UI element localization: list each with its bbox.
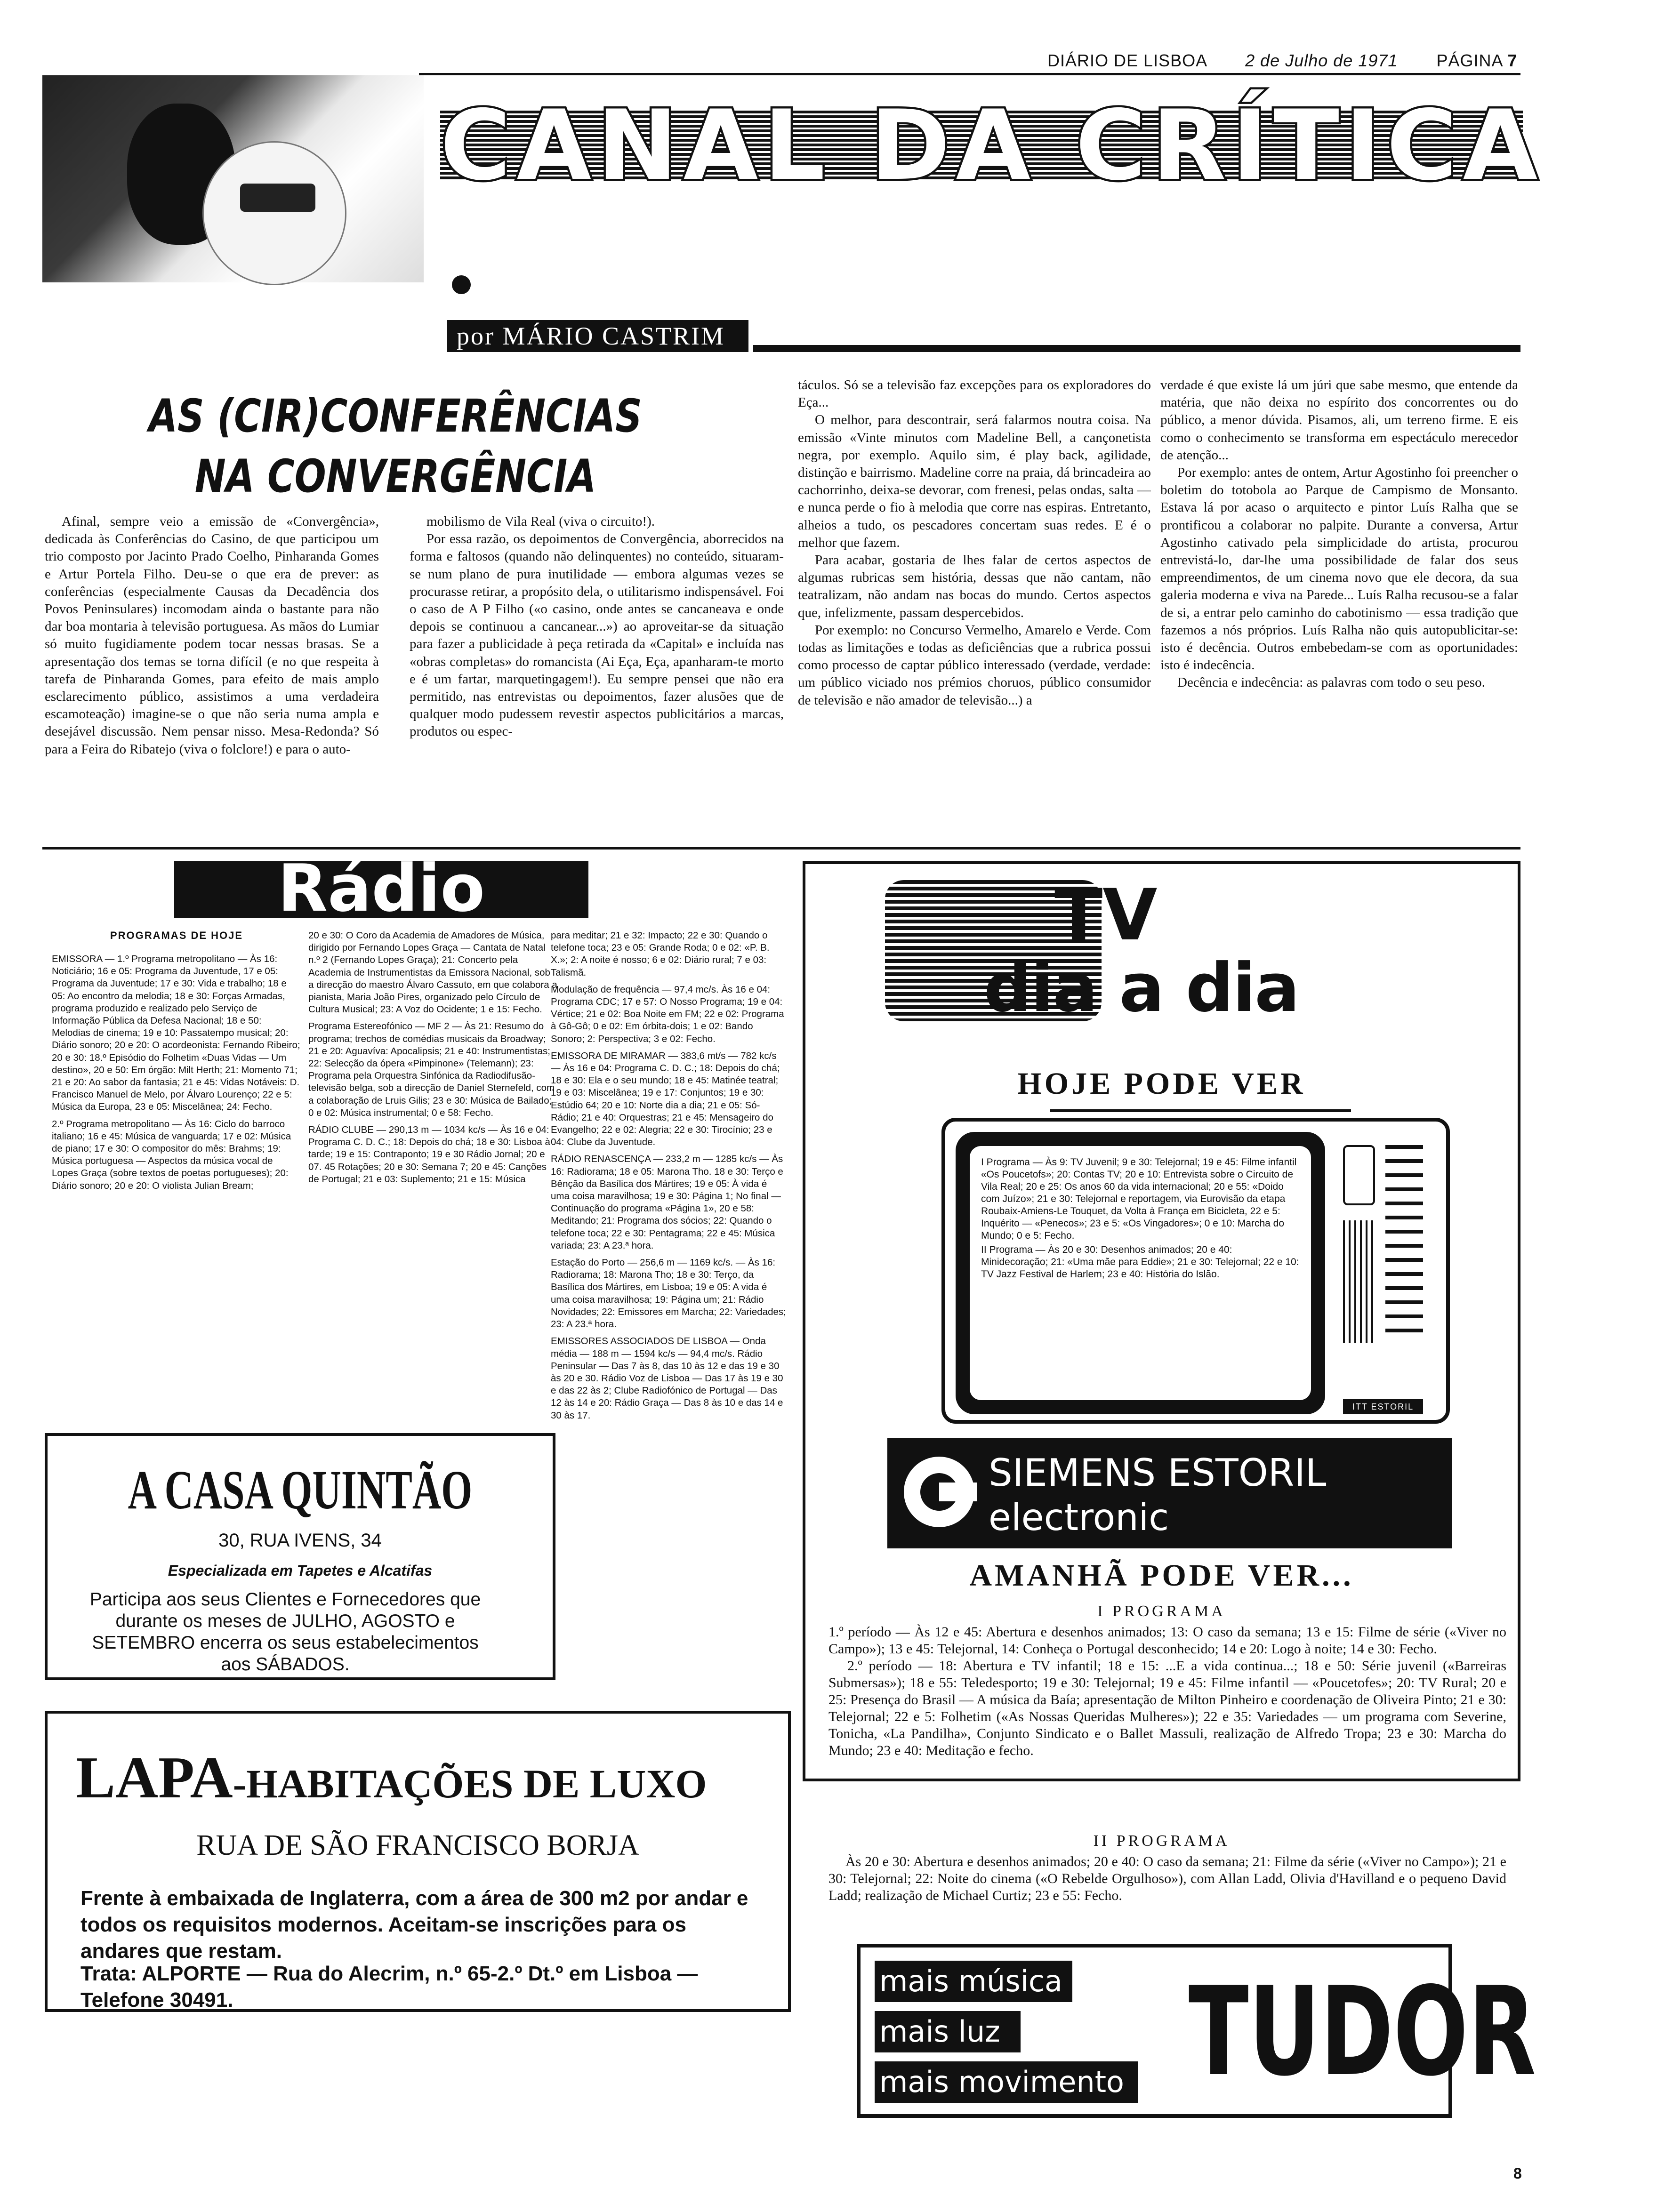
radio-c2-p1: 20 e 30: O Coro da Academia de Amadores de Música, dirigido por Fernando Lopes Graça — Cantata de Natal n.º 2 (Fernando Lopes Graça); 21: Concerto pela Academia de Instrumentistas da Emissora Nacional, sob a direcção do maestro Álvaro Cassuto, em que colabora a pianista, Maria João Pires, organizado pelo Círculo de Cultura Musical; 23: A Voz do Ocidente; 1 e 15: Fecho. xyxy=(308,930,557,1015)
lapa-brand: LAPA xyxy=(76,1745,233,1811)
ad-tudor xyxy=(857,1944,1536,2118)
header-rule xyxy=(419,73,1520,75)
prog2-title: II PROGRAMA xyxy=(1093,1832,1230,1850)
radio-c1-p2: 2.º Programa metropolitano — Às 16: Ciclo do barroco italiano; 16 e 45: Música de vanguarda; 17 e 02: Música de piano; 17 e 30: O compositor do mês: Brahms; 19: Música portuguesa — Aspectos da música vocal de Lopes Graça (sobre textos de poetas portugueses); 20: Diário sonoro; 20 e 20: O violista Julian Bream; xyxy=(52,1118,291,1191)
page-label: PÁGINA xyxy=(1436,51,1503,70)
byline: por MÁRIO CASTRIM xyxy=(447,320,748,352)
tudor-line-3: mais movimento xyxy=(875,2061,1138,2103)
critic-photo xyxy=(42,75,424,282)
tudor-line-1: mais música xyxy=(875,1961,1072,2002)
tv-screen-p2: II Programa — Às 20 e 30: Desenhos animados; 20 e 40: Minidecoração; 21: «Uma mãe para Eddie»; 21 e 30: Telejornal; 22 e 10: TV Jazz Festival de Harlem; 23 e 40: História do Islão. xyxy=(981,1244,1299,1280)
critic-c2-p1: mobilismo de Vila Real (viva o circuito!). xyxy=(426,514,655,529)
radio-c3-p5: Estação do Porto — 256,6 m — 1169 kc/s. — Às 16: Radiorama; 18: Marona Tho; 18 e 30: Terço, da Basílica dos Mártires, em Lisboa; 19 e 05: A vida é uma coisa maravilhosa; 19: Página um; 21: Rádio Novidades; 22: Emissores em Marcha; 22: Variedades; 23: A 23.ª hora. xyxy=(551,1257,786,1330)
byline-rule xyxy=(753,345,1520,352)
prog2-text xyxy=(828,1853,1506,1904)
page-number: 7 xyxy=(1507,51,1518,70)
tv-brand-plate: ITT ESTORIL xyxy=(1343,1399,1423,1414)
tv-today-heading: HOJE PODE VER xyxy=(1017,1066,1306,1101)
footer-mark: 8 xyxy=(1513,2165,1522,2182)
masthead-title: CANAL DA CRÍTICA xyxy=(440,90,1544,202)
headline-line-2: NA CONVERGÊNCIA xyxy=(194,450,596,503)
newspaper-name: DIÁRIO DE LISBOA xyxy=(1047,51,1207,70)
section-divider xyxy=(42,847,1520,850)
tv-control-panel xyxy=(1338,1136,1432,1390)
tv-tomorrow-heading: AMANHÃ PODE VER... xyxy=(969,1558,1354,1593)
lapa-title-line xyxy=(76,1744,763,1812)
radio-c3-p2: Modulação de frequência — 97,4 mc/s. Às 16 e 04: Programa CDC; 17 e 57: O Nosso Programa; 19 e 04: Vértice; 21 e 02: Boa Noite em FM; 22 e 02: Programa à Gô-Gô; 0 e 02: Em órbita-dois; 1 e 02: Bando Sonoro; 2: Perspectiva; 3 e 02: Fecho. xyxy=(551,984,784,1044)
radio-column-1 xyxy=(52,953,301,1414)
prog1-title: I PROGRAMA xyxy=(1097,1603,1226,1620)
radio-c3-p1: para meditar; 21 e 32: Impacto; 22 e 30: Quando o telefone toca; 23 e 05: Grande Roda; 0 e 02: «P. B. X.»; 2: A noite é nosso; 6 e 02: Diário rural; 7 e 03: Talismã. xyxy=(551,930,770,978)
critic-column-2 xyxy=(410,513,784,842)
prog2-p1: Às 20 e 30: Abertura e desenhos animados; 20 e 40: O caso da semana; 21: Filme da série («Viver no Campo»); 21 e 30: Telejornal; 22: Noite do cinema («O Rebelde Orgulhoso»), com Allan Ladd, Olivia d'Havilland e o pequeno David Ladd; realização de Michael Curtiz; 23 e 55: Fecho. xyxy=(828,1854,1506,1903)
tv-screen-text xyxy=(970,1146,1311,1400)
radio-c2-p2: Programa Estereofónico — MF 2 — Às 21: Resumo do programa; trechos de comédias musicais da Broadway; 21 e 20: Aguavíva: Apocalipsis; 21 e 40: Instrumentistas; 22: Selecção da ópera «Pimpinone» (Telemann); 23: Programa pela Orquestra Sinfónica da Radiodifusão-televisão belga, sob a direcção de Daniel Sternefeld, com a colaboração de Lruis Gilis; 23 e 30: Música de Bailado; 0 e 02: Música instrumental; 0 e 58: Fecho. xyxy=(308,1021,555,1118)
siemens-line-2: electronic xyxy=(989,1497,1169,1539)
critic-c4-p1: verdade é que existe lá um júri que sabe mesmo, que entende da matéria, que não deixa no espírito dos concorrentes ou do público, a menor dúvida. Pisamos, ali, um terreno firme. E eis como o conhecimento se transforma em espectáculo merecedor de atenção... xyxy=(1160,377,1518,463)
ad-siemens xyxy=(887,1438,1452,1548)
critic-column-3 xyxy=(798,377,1151,842)
prog1-p1: 1.º período — Às 12 e 45: Abertura e desenhos animados; 13: O caso da semana; 13 e 15: Filme de série («Viver no Campo»); 13 e 45: Telejornal, 14: Conheça o Portugal desconhecido; 14 e 20: Logo à noite; 14 e 30: Fecho. xyxy=(828,1624,1506,1657)
headline-line-1: AS (CIR)CONFERÊNCIAS xyxy=(149,390,642,442)
tv-set xyxy=(941,1118,1450,1424)
bullet-dot xyxy=(452,275,471,294)
critic-column-4 xyxy=(1160,377,1518,842)
critic-c3-p2: O melhor, para descontrair, será falarmos noutra coisa. Na emissão «Vinte minutos com Madeline Bell, a cançonetista negra, por exemplo. Aquilo sim, é play back, agilidade, distinção e bairrismo. Madeline corre na praia, dá brincadeira ao cachorrinho, deixa-se devorar, com frenesi, pelas ondas, salta — e nunca perde o fio à melodia que corre nas espiras. Entretanto, alheios a tudo, os pescadores concertam suas redes. E é o melhor que fazem. xyxy=(798,412,1151,550)
critic-c3-p4: Por exemplo: no Concurso Vermelho, Amarelo e Verde. Com todas as limitações e todas as deficiências que a rubrica possui como processo de captar público interessado (verdade, verdade: um público viciado nos prémios choruos, público consumidor de televisão e não amador de televisão...) a xyxy=(798,622,1151,708)
casa-message: Participa aos seus Clientes e Fornecedores que durante os meses de JULHO, AGOSTO e SETEMBRO encerra os seus estabelecimentos aos SÁBADOS. xyxy=(89,1589,481,1675)
speaker-grille xyxy=(1343,1220,1376,1343)
siemens-logo-icon xyxy=(904,1457,974,1527)
tv-screen-p1: I Programa — Às 9: TV Juvenil; 9 e 30: Telejornal; 19 e 45: Filme infantil «Os Poucetofs»; 20: Contas TV; 20 e 10: Entrevista sobre o Circuito de Vila Real; 20 e 25: Os anos 60 da vida internacional; 20 e 55: «Doido com Juízo»; 21 e 30: Telejornal e reportagem, via Eurovisão da etapa Roubaix-Amiens-Le Touquet, da Volta à França em Bicicleta, 22 e 5: Inquérito — «Penecos»; 23 e 5: «Os Vingadores»; 0 e 10: Marcha do Mundo; 0 e 5: Fecho. xyxy=(981,1157,1297,1241)
ad-casa-quintao xyxy=(45,1433,555,1680)
casa-name: A CASA QUINTÃO xyxy=(128,1459,473,1521)
radio-c3-p4: RÁDIO RENASCENÇA — 233,2 m — 1285 kc/s — Às 16: Radiorama; 18 e 05: Marona Tho. 18 e 30: Terço e Bênção da Basílica dos Mártires; 19 e 05: À vida é uma coisa maravilhosa; 19 e 30: Página 1; No final — Continuação do programa «Página 1», 20 e 58: Meditando; 21: Programa dos sócios; 22: Quando o telefone toca; 22 e 30: Pentagrama; 22 e 45: Música variada; 23: A 23.ª hora. xyxy=(551,1154,783,1251)
critic-c3-p1: táculos. Só se a televisão faz excepções para os exploradores do Eça... xyxy=(798,377,1151,410)
radio-c3-p3: EMISSORA DE MIRAMAR — 383,6 mt/s — 782 kc/s — Às 16 e 04: Programa C. D. C.; 18: Depois do chá; 18 e 30: Ela e o seu mundo; 18 e 45: Matinée teatral; 19 e 03: Miscelânea; 19 e 17: Conjuntos; 19 e 30: Estúdio 64; 20 e 10: Norte dia a dia; 21 e 05: Só-Rádio; 21 e 40: Orquestras; 21 e 45: Mensageiro do Evangelho; 22 e 02: Alegria; 22 e 30: Tirocínio; 23 e 04: Clube da Juventude. xyxy=(551,1050,780,1148)
radio-c2-p3: RÁDIO CLUBE — 290,13 m — 1034 kc/s — Às 16 e 04: Programa C. D. C.; 18: Depois do chá; 18 e 30: Lisboa à tarde; 19 e 15: Contraponto; 19 e 30 Rádio Jornal; 20 e 07. 45 Rotações; 20 e 30: Semana 7; 20 e 45: Canções de Portugal; 21 e 03: Suplemento; 21 e 15: Música xyxy=(308,1124,550,1185)
tudor-line-2: mais luz xyxy=(875,2011,1021,2052)
radio-subtitle: PROGRAMAS DE HOJE xyxy=(110,930,243,941)
tv-screen xyxy=(956,1132,1325,1414)
lapa-title: -HABITAÇÕES DE LUXO xyxy=(233,1761,707,1806)
lapa-contact: Trata: ALPORTE — Rua do Alecrim, n.º 65-2.º Dt.º em Lisboa — Telefone 30491. xyxy=(80,1962,698,2012)
tv-logo-text-1: TV xyxy=(1054,874,1158,956)
radio-title: Rádio xyxy=(277,850,485,926)
prog1-text xyxy=(828,1624,1506,1759)
critic-c1-p1: Afinal, sempre veio a emissão de «Convergência», dedicada às Conferências do Casino, de que participou um trio composto por Jacinto Prado Coelho, Pinharanda Gomes e Artur Portela Filho. Deu-se o que era de prever: as conferências (especialmente Causas da Decadência dos Povos Peninsulares) incomodam ainda o bastante para não dar boa montaria à televisão portuguesa. As mãos do Lumiar só muito fugidiamente podem tocar nessas brasas. Se a apresentação dos temas se torna difícil (e no que respeita à tarefa de Pinharanda Gomes, para efeito de mais amplo esclarecimento público, assistimos a uma verdadeira escamoteação) imagine-se o que não seria numa ampla e desejável discussão. Nem pensar nisso. Mesa-Redonda? Só para a Feira do Ribatejo (viva o folclore!) e para o auto- xyxy=(45,514,379,757)
siemens-line-1: SIEMENS ESTORIL xyxy=(989,1451,1327,1495)
radio-c3-p6: EMISSORES ASSOCIADOS DE LISBOA — Onda média — 188 m — 1594 kc/s — 94,4 mc/s. Rádio Peninsular — Das 7 às 8, das 10 às 12 e das 19 e 30 às 20 e 30. Rádio Voz de Lisboa — Das 17 às 19 e 30 e das 22 às 2; Clube Radiofónico de Portugal — Das 12 às 14 e 20: Rádio Graça — Das 8 às 10 e das 14 e 30 às 17. xyxy=(551,1336,783,1421)
today-heading-rule xyxy=(1050,1109,1351,1112)
critic-c4-p2: Por exemplo: antes de ontem, Artur Agostinho foi preencher o boletim do totobola ao Parque de Campismo de Monsanto. Estava lá por acaso o arquitecto e pintor Luís Ralha que se prontificou a colaborar no palpite. Durante a conversa, Artur Agostinho cativado pela simplicidade do artista, procurou entrevistá-lo, dar-lhe uma possibilidade de falar dos seus empreendimentos, de um cinema novo que ele decora, da sua galeria moderna e viva na Parede... Luís Ralha recusou-se a falar de si, a entrar pelo caminho do cabotinismo — essa tradição que fazemos a nós próprios. Luís Ralha não quis autopublicitar-se: isto é decência. Outros embebedam-se com as oportunidades: isto é indecência. xyxy=(1160,465,1518,673)
lapa-description: Frente à embaixada de Inglaterra, com a área de 300 m2 por andar e todos os requisitos modernos. Aceitam-se inscrições para os andares que restam. xyxy=(80,1887,748,1963)
channel-buttons xyxy=(1385,1145,1423,1343)
casa-address: 30, RUA IVENS, 34 xyxy=(218,1530,382,1551)
radio-c1-p1: EMISSORA — 1.º Programa metropolitano — Às 16: Noticiário; 16 e 05: Programa da Juventude, 17 e 05: Programa da Juventude; 17 e 30: Vida e trabalho; 18 e 05: Ao encontro da melodia; 18 e 30: Forças Armadas, programa produzido e realizado pelo Serviço de Informação Pública da Defesa Nacional; 18 e 50: Melodias de cinema; 19 e 10: Passatempo musical; 20: Diário sonoro; 20 e 20: O acordeonista: Fernando Ribeiro; 20 e 30: 18.º Episódio do Folhetim «Duas Vidas — Um destino», 20 e 50: Em órgão: Milt Herth; 21: Momento 71; 21 e 20: Ao sabor da fantasia; 21 e 45: Vidas Notáveis: D. Francisco Manuel de Melo, por Álvaro Lourenço; 22 e 5: Música da Europa, 23 e 05: Miscelânea; 24: Fecho. xyxy=(52,954,300,1113)
lapa-street: RUA DE SÃO FRANCISCO BORJA xyxy=(196,1829,639,1861)
critic-c3-p3: Para acabar, gostaria de lhes falar de certos aspectos de algumas rubricas sem história, dessas que não cantam, não teatralizam, não andam nas bocas do mundo. Certos aspectos que, infelizmente, passam despercebidos. xyxy=(798,553,1151,620)
page-header xyxy=(1047,51,1518,71)
tudor-brand: TUDOR xyxy=(1188,1961,1536,2103)
prog1-p2: 2.º período — 18: Abertura e TV infantil; 18 e 15: ...E a vida continua...; 18 e 50: Série juvenil («Barreiras Submersas»); 18 e 55: Teledesporto; 19 e 30: Telejornal; 19 e 45: Filme infantil — «Poucetofes»; 20: TV Rural; 20 e 25: Presença do Brasil — A música da Baía; apresentação de Milton Pinheiro e coordenação de Oliveira Pinto; 21 e 30: Telejornal; 22 e 5: Folhetim («As Nossas Queridas Mulheres»); 22 e 35: Variedades — um programa com Severine, Tonicha, «La Pandilha», Conjunto Sindicato e o Ballet Massuli, realização de Alfredo Tropa; 23 e 30: Marcha do Mundo; 23 e 40: Meditação e fecho. xyxy=(828,1658,1506,1758)
critic-c4-p3: Decência e indecência: as palavras com todo o seu peso. xyxy=(1177,675,1485,690)
critic-c2-p2: Por essa razão, os depoimentos de Convergência, aborrecidos na forma e faltosos (quando não delinquentes) no conteúdo, situaram-se num plano de pura inutilidade — embora algumas vezes se procurasse retirar, a propósito dela, o utilitarismo indispensável. Foi o caso de A P Filho («o casino, onde antes se cancaneava e onde depois se continuou a cancanear...») ao aproveitar-se da situação para fazer a publicidade à peça retirada da «Capital» e incluída nas «obras completas» do romancista (Ai Eça, Eça, apanharam-te morto e é um fartar, marquetingagem!). Eu sempre pensei que não era permitido, nas entrevistas ou depoimentos, fazer alusões que de qualquer modo pudessem revestir aspectos publicitários a marcas, produtos ou espec- xyxy=(410,531,784,739)
ad-lapa xyxy=(45,1711,791,2012)
issue-date: 2 de Julho de 1971 xyxy=(1245,51,1398,70)
headline xyxy=(106,386,685,506)
critic-column-1 xyxy=(45,513,379,842)
casa-specialty: Especializada em Tapetes e Alcatifas xyxy=(168,1562,433,1579)
tuning-knob xyxy=(1343,1145,1375,1205)
radio-column-2 xyxy=(308,930,558,1414)
tv-logo-text-2: dia a dia xyxy=(984,949,1299,1027)
radio-column-3 xyxy=(551,930,786,1673)
